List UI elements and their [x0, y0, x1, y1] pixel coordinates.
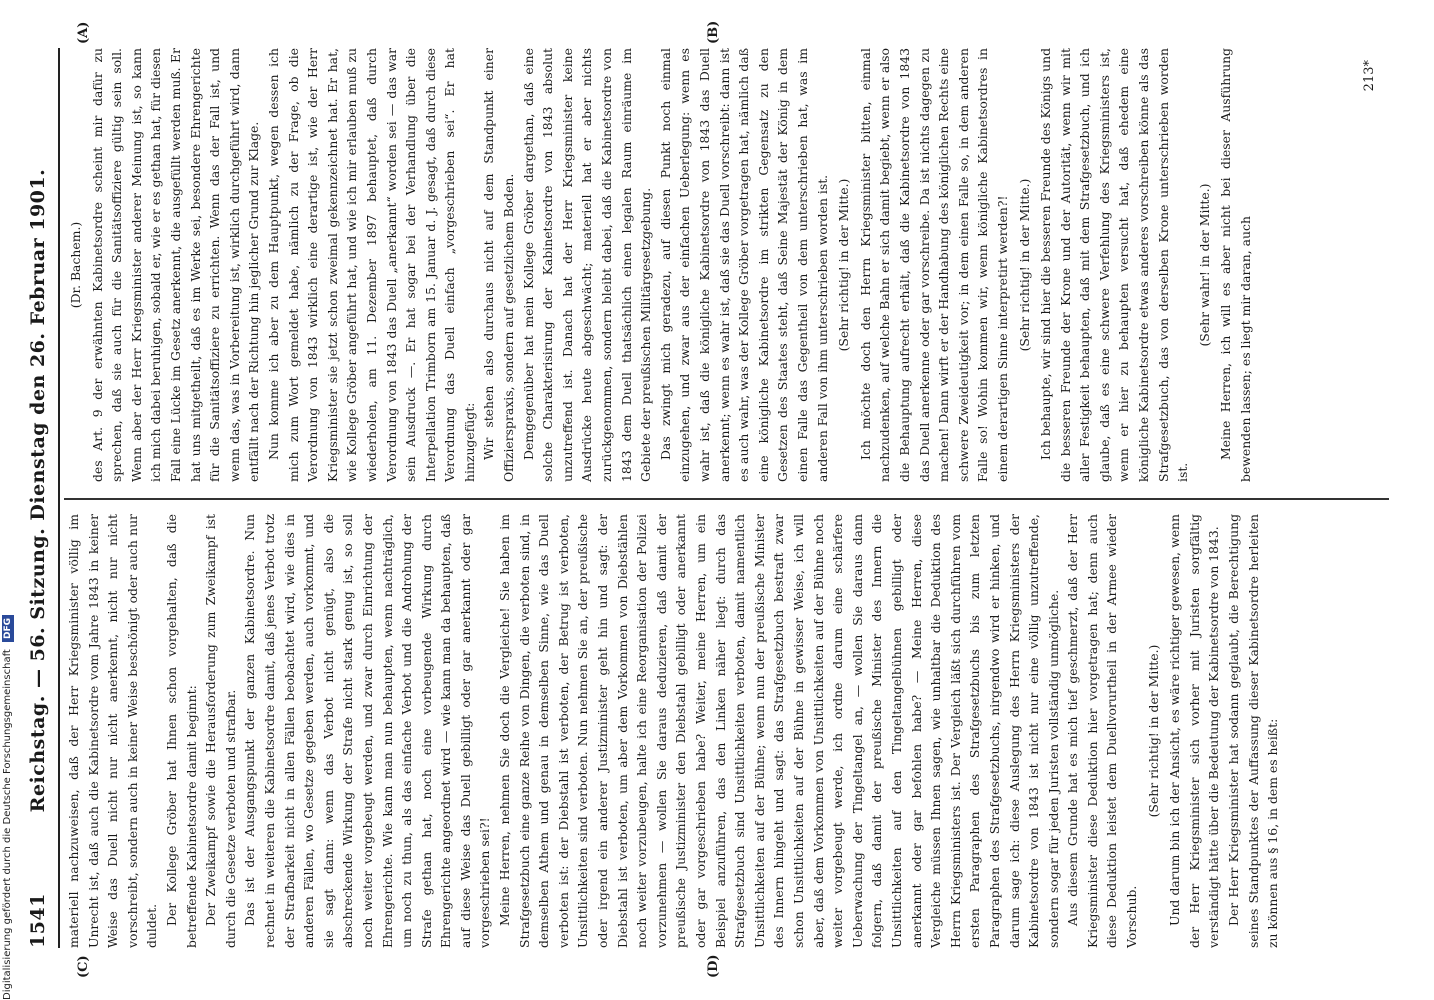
paragraph: Der Zweikampf sowie die Herausforderung zum Zweikampf ist durch die Gesetze verboten und strafbar. — [203, 514, 238, 948]
interjection: (Sehr richtig! in der Mitte.) — [836, 178, 852, 352]
paragraph: Und darum bin ich der Ansicht, es wäre richtiger gewesen, wenn der Herr Kriegsminister sich vorher mit Juristen sorgfältig verständigt hätte über die Bedeutung der Kabinetsordre von 1843. — [1167, 514, 1222, 948]
paragraph: Der Kollege Gröber hat Ihnen schon vorgehalten, daß die betreffende Kabinetsordre damit beginnt: — [163, 514, 199, 948]
interjection: (Dr. Bachem.) — [68, 221, 83, 309]
paragraph: Wir stehen also durchaus nicht auf dem Standpunkt einer Offizierspraxis, sondern auf gesetzlichem Boden. — [481, 48, 517, 482]
margin-marker-a: (C) — [76, 955, 91, 978]
margin-marker-c: (A) — [76, 21, 91, 44]
header-title: Reichstag. — 56. Sitzung. Dienstag den 26. Februar 1901. — [27, 168, 49, 813]
paragraph: Das ist der Ausgangspunkt der ganzen Kabinetsordre. Nun rechnet in weiteren die Kabinetsordre damit, daß jenes Verbot trotz der Strafbarkeit nicht in allen Fällen beobachtet wird, wie dies in anderen Fällen, wo Gesetze gegeben werden, auch vorkommt, und sie sagt dann: wenn das Verbot nicht genügt, also die abschreckende Wirkung der Strafe nicht stark genug ist, so soll noch weiter vorgebeugt werden, und zwar durch Einrichtung der Ehrengerichte. Wie kann man nun behaupten, wenn nachträglich, um noch zu thun, als das einfache Verbot und die Androhung der Strafe gethan hat, noch eine vorbeugende Wirkung durch Ehrengerichte angeordnet wird — wie kann man da behaupten, daß auf diese Weise das Duell gebilligt oder gar anerkannt oder gar vorgeschrieben sei?! — [242, 514, 493, 948]
paragraph: Aus diesem Grunde hat es mich tief geschmerzt, daß der Herr Kriegsminister diese Deduktion hier vorgetragen hat; denn auch diese Deduktion leistet dem Duellvorurtheil in der Armee wieder Vorschub. — [1065, 514, 1140, 948]
digitization-strip — [2, 0, 18, 1000]
dfg-logo: DFG — [2, 615, 14, 642]
margin-marker-d: (B) — [706, 20, 721, 44]
paragraph: Meine Herren, ich will es aber nicht bei dieser Ausführung bewenden lassen; es liegt mir daran, auch — [1218, 48, 1254, 482]
paragraph: materiell nachzuweisen, daß der Herr Kriegsminister völlig im Unrecht ist, daß auch die Kabinetsordre vom Jahre 1843 in keiner Weise das Duell nicht nur nicht anerkennt, nicht nur nicht vorschreibt, sondern auch in keiner Weise beschönigt oder auch nur duldet. — [66, 514, 160, 948]
paragraph: Der Herr Kriegsminister hat sodann geglaubt, die Berechtigung seines Standpunktes der Auffassung dieser Kabinetsordre herleiten zu können aus § 16, in dem es heißt: — [1226, 514, 1281, 948]
paragraph: Ich möchte doch den Herrn Kriegsminister bitten, einmal nachzudenken, auf welche Bahn er sich damit begiebt, wenn er also die Behauptung aufrecht erhält, daß die Kabinetsordre von 1843 das Duell anerkenne oder gar vorschreibe. Da ist nichts dagegen zu machen! Dann wirft er der Handhabung des königlichen Rechts eine schwere Zweideutigkeit vor; in dem einen Falle so, in dem anderen Falle so! Wohin kommen wir, wenn königliche Kabinetsordres in einem derartigen Sinne interpretirt werden?! — [857, 48, 1010, 482]
paragraph: Meine Herren, nehmen Sie doch die Vergleiche! Sie haben im Strafgesetzbuch eine ganze Reihe von Dingen, die verboten sind, in demselben Athem und genau in demselben Sinne, wie das Duell verboten ist: der Diebstahl ist verboten, der Betrug ist verboten, Unsittlichkeiten sind verboten. Nun nehmen Sie an, der preußische oder irgend ein anderer Justizminister geht hin und sagt: der Diebstahl ist verboten, um aber dem Vorkommen von Diebstählen noch weiter vorzubeugen, halte ich eine Reorganisation der Polizei vorzunehmen — wollen Sie daraus deduzieren, daß damit der preußische Justizminister den Diebstahl gebilligt oder anerkannt oder gar vorgeschrieben habe? Weiter, meine Herren, um ein Beispiel anzuführen, das den Linken näher liegt: durch das Strafgesetzbuch sind Unsittlichkeiten verboten, damit namentlich Unsittlichkeiten auf der Bühne; wenn nun der preußische Minister des Innern hingeht und sagt: das Strafgesetzbuch bestraft zwar schon Unsittlichkeiten auf der Bühne in gewisser Weise, ich will aber, daß dem Vorkommen von Unsittlichkeiten auf der Bühne noch weiter vorgebeugt werde, ich ordne darum eine schärfere Ueberwachung der Tingeltangel an, — wollen Sie daraus dann folgern, daß damit der preußische Minister des Innern die Unsittlichkeiten auf den Tingeltangelbühnen gebilligt oder anerkannt oder gar befohlen habe? — Meine Herren, diese Vergleiche müssen Ihnen sagen, wie unhaltbar die Deduktion des Herrn Kriegsministers ist. Der Vergleich läßt sich durchführen vom ersten Paragraphen des Strafgesetzbuchs bis zum letzten Paragraphen des Strafgesetzbuchs, nirgendwo wird er hinken, und darum sage ich: diese Auslegung des Herrn Kriegsministers der Kabinetsordre von 1843 ist nicht nur eine völlig unzutreffende, sondern sogar für jeden Juristen vollständig unmögliche. — [497, 514, 1061, 948]
margin-marker-b: (D) — [706, 954, 721, 978]
paragraph: Nun komme ich aber zu dem Hauptpunkt, wegen dessen ich mich zum Wort gemeldet habe, nämlich zu der Frage, ob die Verordnung von 1843 wirklich eine derartige ist, wie der Herr Kriegsminister sie jetzt schon zweimal gekennzeichnet hat. Er hat, wie Kollege Gröber angeführt hat, und wie ich mir erlauben muß zu wiederholen, am 11. Dezember 1897 behauptet, daß durch Verordnung von 1843 das Duell „anerkannt“ worden sei — das war sein Ausdruck —. Er hat sogar bei der Verhandlung über die Interpellation Trimborn am 15. Januar d. J. gesagt, daß durch diese Verordnung das Duell einfach „vorgeschrieben sei“. Er hat hinzugefügt: — [265, 48, 477, 482]
digitization-note: Digitalisierung gefördert durch die Deutsche Forschungsgemeinschaft — [2, 649, 13, 1000]
interjection: (Sehr wahr! in der Mitte.) — [1196, 183, 1212, 347]
sheet-signature: 213* — [1362, 60, 1377, 92]
running-header — [18, 48, 60, 948]
paragraph: Demgegenüber hat mein Kollege Gröber dargethan, daß eine solche Charakterisirung der Kabinetsordre von 1843 absolut unzutreffend ist. Danach hat der Herr Kriegsminister keine Ausdrücke heute abgeschwächt; materiell hat er aber nichts zurückgenommen, sondern bleibt dabei, daß die Kabinetsordre von 1843 dem Duell thatsächlich einen legalen Raum einräume im Gebiete der preußischen Militärgesetzgebung. — [520, 48, 654, 482]
paragraph: Ich behaupte, wir sind hier die besseren Freunde des Königs und die besseren Freunde der Krone und der Autorität, wenn wir mit aller Festigkeit behaupten, daß mit dem Strafgesetzbuch, und ich glaube, daß es eine schwere Verfehlung des Kriegsministers ist, wenn er hier zu behaupten versucht hat, daß ehedem eine königliche Kabinetsordre etwas anderes vorschreiben könne als das Strafgesetzbuch, das von derselben Krone unterschrieben worden ist. — [1038, 48, 1191, 482]
paragraph: Das zwingt mich geradezu, auf diesen Punkt noch einmal einzugehen, und zwar aus der einfachen Ueberlegung: wenn es wahr ist, daß die königliche Kabinetsordre von 1843 das Duell anerkennt; wenn es wahr ist, daß sie das Duell vorschreibt: dann ist es auch wahr, was der Kollege Gröber vorgetragen hat, nämlich daß eine königliche Kabinetsordre im strikten Gegensatz zu den Gesetzen des Staates steht, daß Seine Majestät der König in dem einen Falle das Gegentheil von dem unterschrieben hat, was im anderen Fall von ihm unterschrieben worden ist. — [657, 48, 830, 482]
column-divider — [64, 498, 1389, 500]
interjection: (Sehr richtig! in der Mitte.) — [1016, 178, 1032, 352]
page-number: 1541 — [27, 893, 49, 948]
interjection: (Sehr richtig! in der Mitte.) — [1145, 644, 1161, 818]
right-column — [64, 48, 1256, 482]
paragraph: des Art. 9 der erwähnten Kabinetsordre scheint mir dafür zu sprechen, daß sie auch für die Sanitätsoffiziere gültig sein soll. Wenn aber der Herr Kriegsminister anderer Meinung ist, so kann ich mich dabei beruhigen, sobald er, wie er es gethan hat, für diesen Fall eine Lücke im Gesetz anerkennt, die ausgefüllt werden muß. Er hat uns mitgetheilt, daß es im Werke sei, besondere Ehrengerichte für die Sanitätsoffiziere zu errichten. Wenn das der Fall ist, und wenn das, was in Vorbereitung ist, wirklich durchgeführt wird, dann entfällt nach der Richtung hin jeglicher Grund zur Klage. — [89, 48, 262, 482]
left-column — [64, 514, 1283, 948]
